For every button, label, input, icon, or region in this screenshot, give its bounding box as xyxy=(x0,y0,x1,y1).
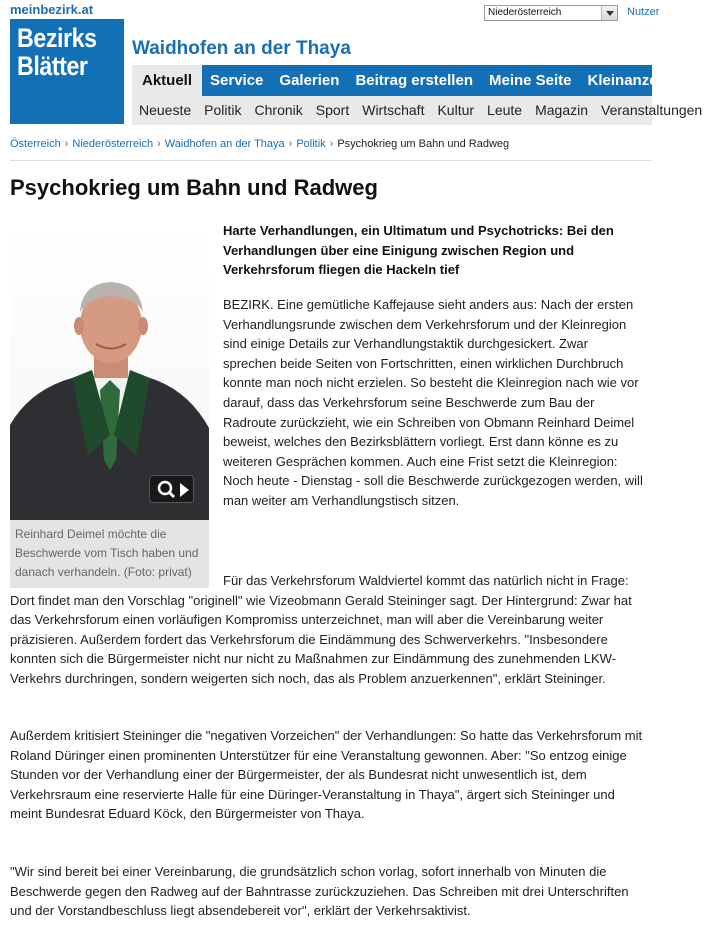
breadcrumb-separator: › xyxy=(329,138,334,150)
logo-line-1: Bezirks xyxy=(17,23,97,53)
site-home-link[interactable]: meinbezirk.at xyxy=(10,2,94,17)
nav-tab-beitrag-erstellen[interactable]: Beitrag erstellen xyxy=(355,72,473,89)
subnav-sport[interactable]: Sport xyxy=(315,102,350,118)
article-photo[interactable] xyxy=(10,220,209,520)
district-title[interactable]: Waidhofen an der Thaya xyxy=(132,38,351,59)
subnav-leute[interactable]: Leute xyxy=(487,102,523,118)
article-title: Psychokrieg um Bahn und Radweg xyxy=(10,175,378,200)
breadcrumb-oesterreich[interactable]: Österreich xyxy=(10,138,61,150)
subnav-politik[interactable]: Politik xyxy=(204,102,242,118)
subnav-neueste[interactable]: Neueste xyxy=(139,102,192,118)
region-select-value: Niederösterreich xyxy=(488,7,562,18)
breadcrumb-current: Psychokrieg um Bahn und Radweg xyxy=(337,138,510,150)
main-navigation xyxy=(132,65,689,96)
article-paragraph-1: BEZIRK. Eine gemütliche Kaffejause sieht anders aus: Nach der ersten Verhandlungsrunde zwischen dem Verkehrsforum und der Kleinregion sind einige Details zur Verhandlungstaktik durchgesickert. Zwar sprechen beide Seiten von Fortschritten, einen wirklichen Durchbruch konnte man noch nicht erzielen. So besteht die Kleinregion nach wie vor darauf, dass das Verkehrsforum seine Beschwerde zum Bau der Radroute zurückzieht, wie ein Schreiben von Obmann Reinhard Deimel beweist, welches den Bezirksblättern vorliegt. Erst dann könne es zu weiteren Gesprächen kommen. Auch eine Frist setzt die Kleinregion: Noch heute - Dienstag - soll die Beschwerde zurückgezogen werden, will man weiter am Verhandlungstisch sitzen. xyxy=(223,297,643,508)
article-paragraph-2-text: Für das Verkehrsforum Waldviertel kommt das natürlich nicht in Frage: Dort findet man den Vorschlag "originell" wie Vizeobmann Gerald Steininger sagt. Der Hintergrund: Zwar hat das Verkehrsforum einen vorläufigen Kompromiss unterzeichnet, man will aber die Vereinbarung weiter präzisieren. Außerdem fordert das Verkehrsforum die Eindämmung des Schwerverkehrs. "Insbesondere konnten sich die Bürgermeister nicht nur nicht zu Maßnahmen zur Eindämmung des zunehmenden LKW-Verkehrs durchringen, sondern weigerten sich noch, das als Problem anzuerkennen", erklärt Steininger. xyxy=(10,573,632,686)
logo-line-2: Blätter xyxy=(17,51,88,81)
breadcrumb-waidhofen[interactable]: Waidhofen an der Thaya xyxy=(164,138,285,150)
magnifier-icon xyxy=(150,476,195,504)
user-link[interactable]: Nutzer xyxy=(627,6,660,18)
article-lead: Harte Verhandlungen, ein Ultimatum und Psychotricks: Bei den Verhandlungen über eine Einigung zwischen Region und Verkehrsforum fliegen die Hackeln tief xyxy=(223,223,614,277)
breadcrumb-politik[interactable]: Politik xyxy=(296,138,326,150)
article-paragraph-3: Außerdem kritisiert Steininger die "negativen Vorzeichen" der Verhandlungen: So hatte das Verkehrsforum mit Roland Düringer einen prominenten Unterstützer für eine Veranstaltung gewonnen. Aber: "So entzog einige Stunden vor der Verhandlung einer der Bürgermeister, der als Bundesrat nicht unwesentlich ist, dem Verkehrsraum eine reservierte Halle für eine Düringer-Veranstaltung in Thaya", ärgert sich Steininger und meint Bundesrat Eduard Köck, den Bürgermeister von Thaya. xyxy=(10,728,643,822)
breadcrumb-separator: › xyxy=(64,138,69,150)
article-paragraph-2 xyxy=(10,571,650,689)
nav-tab-galerien[interactable]: Galerien xyxy=(279,72,340,89)
subnav-chronik[interactable]: Chronik xyxy=(254,102,303,118)
subnav-magazin[interactable]: Magazin xyxy=(535,102,589,118)
subnav-veranstaltungen[interactable]: Veranstaltungen xyxy=(601,102,703,118)
subnav-kultur[interactable]: Kultur xyxy=(437,102,475,118)
nav-tab-service[interactable]: Service xyxy=(210,72,264,89)
bezirksblaetter-logo[interactable] xyxy=(10,19,124,124)
nav-tab-aktuell[interactable]: Aktuell xyxy=(132,65,202,96)
nav-tab-kleinanzeigen[interactable]: Kleinanzeigen xyxy=(587,72,689,89)
breadcrumb-niederoesterreich[interactable]: Niederösterreich xyxy=(72,138,154,150)
top-bar xyxy=(0,0,660,20)
chevron-down-icon[interactable] xyxy=(601,6,617,20)
breadcrumb-separator: › xyxy=(288,138,293,150)
breadcrumb-divider xyxy=(10,160,652,161)
sub-navigation xyxy=(132,96,703,125)
region-select[interactable] xyxy=(484,5,618,21)
article-figure xyxy=(10,220,209,588)
subnav-wirtschaft[interactable]: Wirtschaft xyxy=(362,102,425,118)
nav-tab-meine-seite[interactable]: Meine Seite xyxy=(488,72,572,89)
photo-caption: Reinhard Deimel möchte die Beschwerde vom Tisch haben und danach verhandeln. (Foto: privat) xyxy=(15,527,199,579)
breadcrumb-separator: › xyxy=(157,138,161,150)
breadcrumb xyxy=(10,138,509,150)
article-paragraph-4: "Wir sind bereit bei einer Vereinbarung, die grundsätzlich schon vorlag, sofort innerhalb von Minuten die Beschwerde gegen den Radweg auf der Bahntrasse zurückzuziehen. Das Schreiben mit drei Unterschriften und der Vorstandbeschluss liegt absendebereit vor", erklärt der Verkehrsaktivist. xyxy=(10,864,629,919)
gallery-zoom-button[interactable] xyxy=(149,475,194,503)
